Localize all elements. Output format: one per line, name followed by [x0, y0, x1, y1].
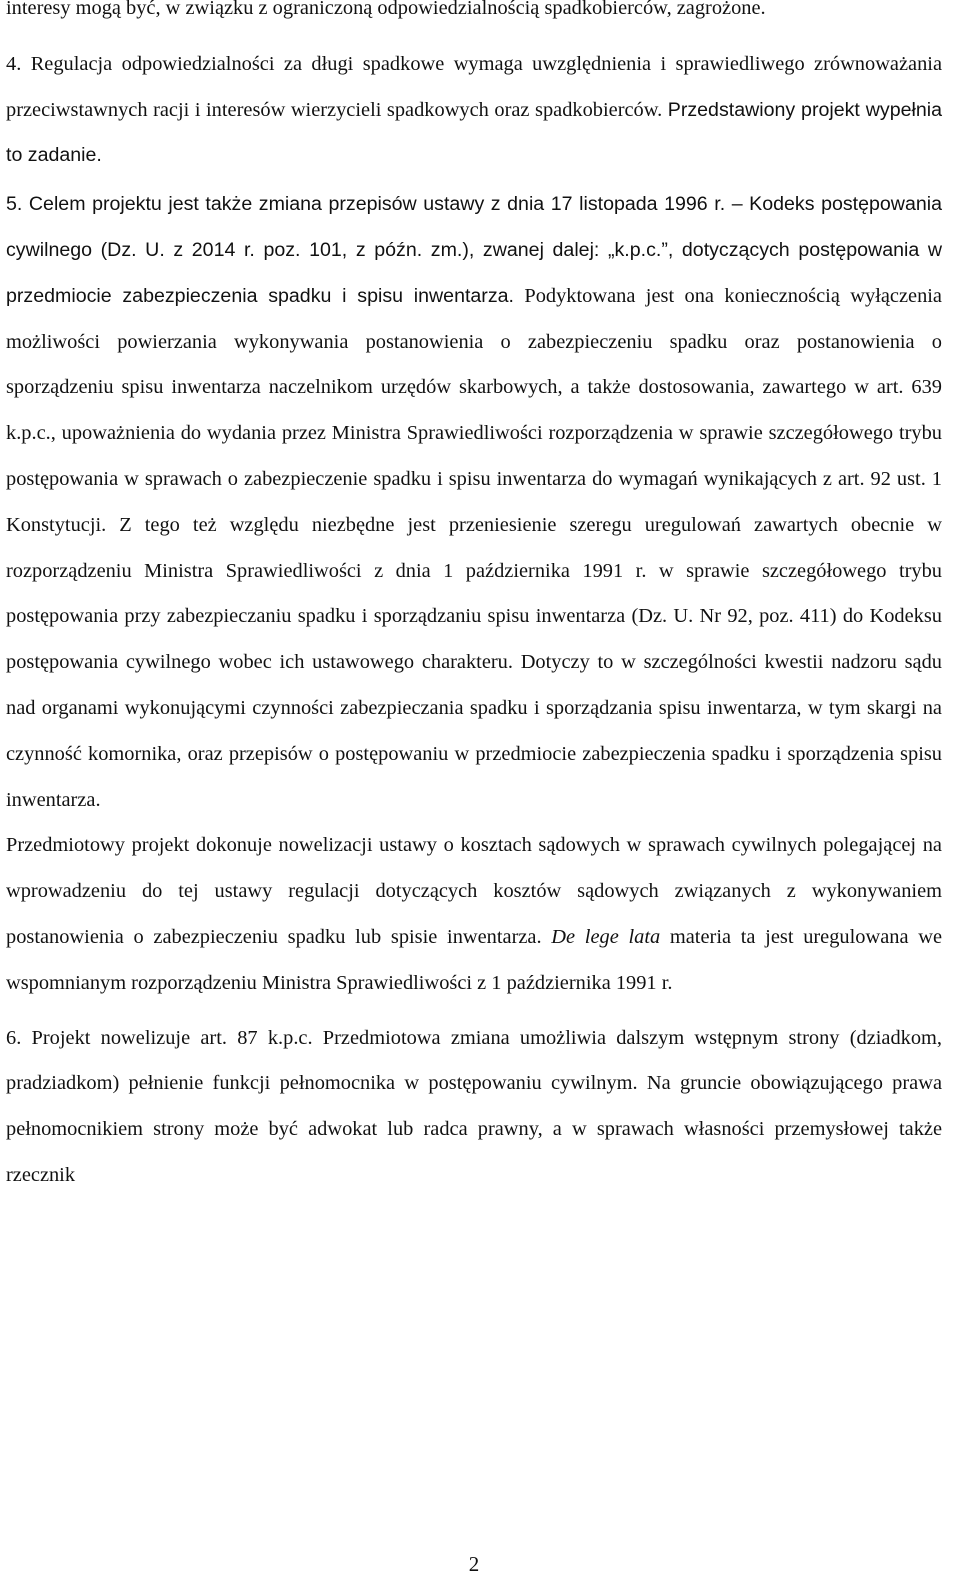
paragraph-text: 6. Projekt nowelizuje art. 87 k.p.c. Przedmiotowa zmiana umożliwia dalszym wstępnym strony (dziadkom, pradziadkom) pełnienie funkcji pełnomocnika w postępowaniu cywilnym. Na gruncie obowiązującego prawa pełnomocnikiem strony może być adwokat lub radca prawny, a w sprawach własności przemysłowej także rzecznik: [6, 1026, 942, 1186]
paragraph-text-italic: De lege lata: [551, 925, 661, 948]
paragraph-text: materia ta jest uregulowana we wspomnianym rozporządzeniu Ministra Sprawiedliwości z 1 października 1991 r.: [6, 925, 942, 994]
paragraph-text: Przedmiotowy projekt dokonuje nowelizacji ustawy o kosztach sądowych w sprawach cywilnych polegającej na wprowadzeniu do tej ustawy regulacji dotyczących kosztów sądowych związanych z wykonywaniem postanowienia o zabezpieczeniu spadku lub spisie inwentarza.: [6, 834, 942, 948]
document-page: [6, 0, 942, 1199]
paragraph-carryover: [6, 0, 942, 32]
paragraph-item-5: [6, 182, 942, 823]
page-number: 2: [468, 1552, 480, 1576]
paragraph-text-sans: 5. Celem projektu jest także zmiana przepisów ustawy z dnia 17 listopada 1996 r. – Kodeks postępowania cywilnego (Dz. U. z 2014 r. poz. 101, z późn. zm.), zwanej dalej: „k.p.c.”, dotyczących postępowania w przedmiocie zabezpieczenia spadku i spisu inwentarza.: [6, 193, 942, 307]
paragraph-costs: [6, 823, 942, 1006]
paragraph-text: 4. Regulacja odpowiedzialności za długi spadkowe wymaga uwzględnienia i sprawiedliwego zrównoważania przeciwstawnych racji i interesów wierzycieli spadkowych oraz spadkobierców.: [6, 52, 942, 121]
paragraph-text-sans: Przedstawiony projekt wypełnia to zadanie.: [6, 98, 942, 167]
paragraph-item-4: [6, 42, 942, 179]
paragraph-item-6: [6, 1016, 942, 1199]
paragraph-text: interesy mogą być, w związku z ograniczoną odpowiedzialnością spadkobierców, zagrożone.: [6, 0, 766, 19]
paragraph-text: Podyktowana jest ona koniecznością wyłączenia możliwości powierzania wykonywania postanowienia o zabezpieczeniu spadku oraz postanowienia o sporządzeniu spisu inwentarza naczelnikom urzędów skarbowych, a także dostosowania, zawartego w art. 639 k.p.c., upoważnienia do wydania przez Ministra Sprawiedliwości rozporządzenia w sprawie szczegółowego trybu postępowania w sprawach o zabezpieczenie spadku i spisu inwentarza do wymagań wynikających z art. 92 ust. 1 Konstytucji. Z tego też względu niezbędne jest przeniesienie szeregu uregulowań zawartych obecnie w rozporządzeniu Ministra Sprawiedliwości z dnia 1 października 1991 r. w sprawie szczegółowego trybu postępowania przy zabezpieczaniu spadku i sporządzaniu spisu inwentarza (Dz. U. Nr 92, poz. 411) do Kodeksu postępowania cywilnego wobec ich ustawowego charakteru. Dotyczy to w szczególności kwestii nadzoru sądu nad organami wykonującymi czynności zabezpieczania spadku i sporządzania spisu inwentarza, w tym skargi na czynność komornika, oraz przepisów o postępowaniu w przedmiocie zabezpieczenia spadku i sporządzenia spisu inwentarza.: [6, 284, 942, 811]
